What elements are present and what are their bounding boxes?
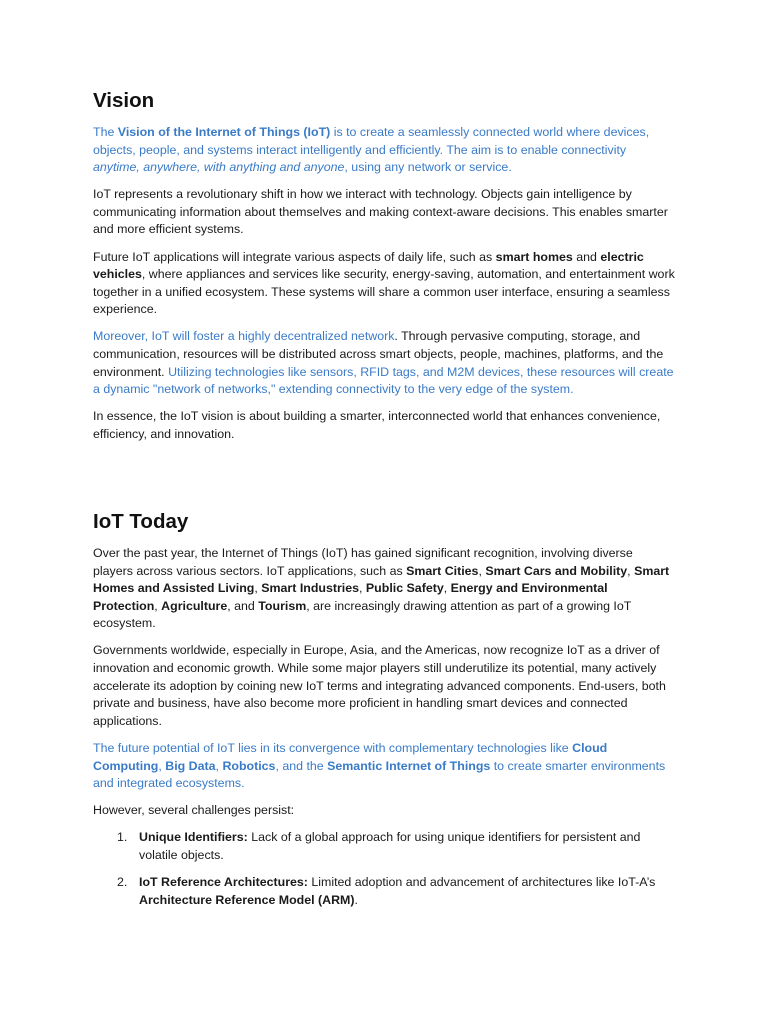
text-run: is to create a seamlessly connected world where devices, objects, people, and systems interact intelligently and efficiently. The aim is to enable connectivity: [93, 125, 650, 157]
text-run: , where appliances and services like security, energy-saving, automation, and entertainment work together in a unified ecosystem. These systems will share a common user interface, ensuring a seamless experience.: [93, 267, 675, 317]
text-run: The future potential of IoT lies in its convergence with complementary technologies like: [93, 740, 573, 755]
list-item-text: .: [354, 892, 358, 907]
bold-run: Smart Cities: [406, 563, 479, 578]
today-paragraph-4: However, several challenges persist:: [93, 803, 295, 818]
list-item-text: Lack of a global approach for using unique identifiers for persistent and volatile objects.: [139, 830, 641, 862]
text-run: , and: [227, 598, 259, 613]
highlight-run: Moreover, IoT will foster a highly decentralized network: [93, 329, 395, 344]
document-page: [93, 88, 675, 919]
bold-run: Energy and Environmental Protection: [93, 581, 608, 613]
text-run: , using any network or service.: [344, 160, 512, 175]
bold-run: Tourism: [258, 598, 307, 613]
vision-paragraph-5: In essence, the IoT vision is about building a smarter, interconnected world that enhances convenience, efficiency, and innovation.: [93, 409, 661, 441]
text-run: ,: [627, 563, 635, 578]
today-paragraph-2: Governments worldwide, especially in Europe, Asia, and the Americas, now recognize IoT as a driver of innovation and economic growth. While some major players still underutilize its potential, many actively accelerate its adoption by coining new IoT terms and integrating advanced components. End-users, both private and business, have also become more proficient in handling smart devices and connected applications.: [93, 643, 666, 728]
list-item-label: Unique Identifiers:: [139, 830, 248, 845]
bold-run: Vision of the Internet of Things (IoT): [117, 125, 331, 139]
text-run: to create smarter environments and integrated ecosystems.: [93, 758, 666, 791]
list-item-label: IoT Reference Architectures:: [139, 875, 308, 889]
section-spacer: [93, 453, 675, 509]
today-paragraph-3: [93, 740, 675, 793]
bold-run: Smart Homes and Assisted Living: [93, 563, 670, 596]
list-item: [93, 874, 675, 909]
text-run: . Through pervasive computing, storage, and communication, resources will be distributed across smart objects, people, machines, platforms, and the environment.: [93, 329, 664, 379]
text-run: and: [572, 249, 601, 264]
text-run: ,: [443, 581, 451, 596]
text-run: ,: [359, 581, 366, 596]
text-run: Over the past year, the Internet of Things (IoT) has gained significant recognition, involving diverse players across various sectors. IoT applications, such as: [93, 546, 633, 578]
bold-run: Robotics: [222, 758, 276, 773]
text-run: ,: [154, 598, 162, 613]
list-item: [93, 829, 675, 864]
bold-run: electric vehicles: [93, 249, 644, 282]
list-number: 1.: [117, 830, 128, 845]
vision-heading: Vision: [93, 89, 155, 112]
italic-run: anytime, anywhere, with anything and anyone: [93, 160, 345, 175]
challenges-list: [93, 829, 675, 909]
bold-run: Semantic Internet of Things: [327, 758, 491, 773]
vision-paragraph-1: [93, 124, 675, 177]
vision-paragraph-2: IoT represents a revolutionary shift in how we interact with technology. Objects gain intelligence by communicating information about themselves and making context-aware decisions. This enables smarter and more efficient systems.: [93, 187, 668, 237]
bold-run: Smart Cars and Mobility: [485, 563, 628, 578]
list-number: 2.: [117, 875, 128, 889]
bold-run: Smart Industries: [261, 581, 360, 596]
iot-today-heading: IoT Today: [93, 510, 189, 533]
text-run: ,: [215, 758, 223, 773]
bold-run: Big Data: [165, 758, 216, 773]
vision-paragraph-4: [93, 328, 675, 398]
bold-run: Cloud Computing: [93, 740, 608, 773]
text-run: , are increasingly drawing attention as part of a growing IoT ecosystem.: [93, 598, 632, 631]
today-paragraph-1: [93, 545, 675, 633]
vision-paragraph-3: [93, 249, 675, 319]
text-run: ,: [158, 758, 166, 773]
text-run: Future IoT applications will integrate various aspects of daily life, such as: [93, 249, 496, 264]
text-run: The: [93, 125, 118, 139]
text-run: ,: [478, 563, 486, 578]
bold-run: Agriculture: [161, 598, 228, 613]
bold-run: Architecture Reference Model (ARM): [139, 892, 355, 907]
list-item-text: Limited adoption and advancement of architectures like IoT-A’s: [307, 875, 656, 889]
highlight-run: Utilizing technologies like sensors, RFID tags, and M2M devices, these resources will create a dynamic "network of networks," extending connectivity to the very edge of the system.: [93, 364, 674, 397]
bold-run: Public Safety: [365, 581, 444, 596]
text-run: ,: [254, 581, 262, 596]
text-run: , and the: [275, 758, 328, 773]
bold-run: smart homes: [495, 249, 573, 264]
